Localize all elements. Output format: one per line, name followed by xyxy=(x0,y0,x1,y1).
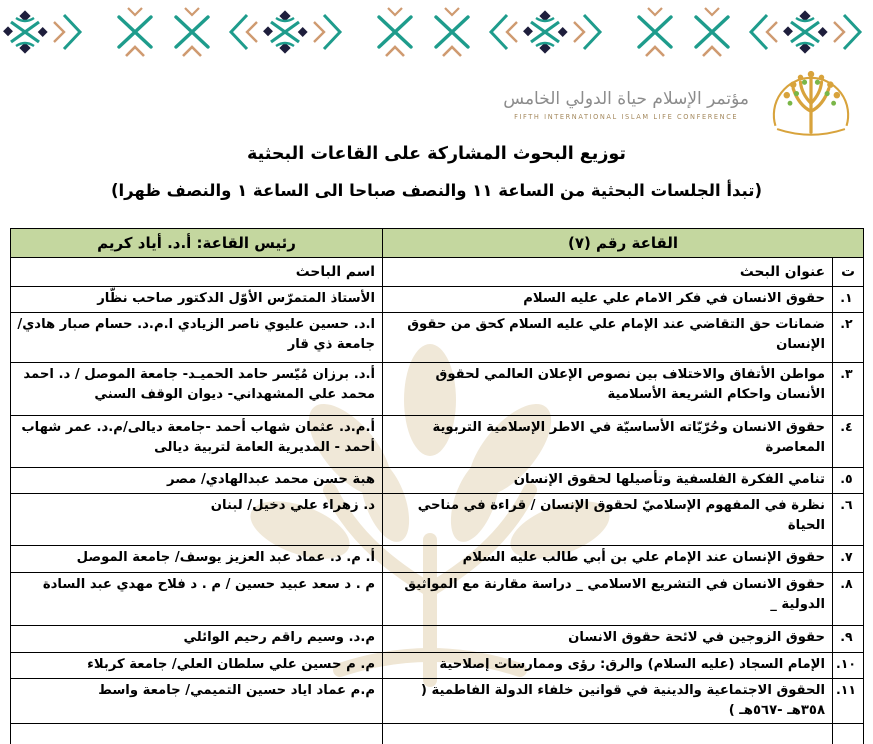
researcher-name: ا.د. حسين عليوي ناصر الزيادي ا.م.د. حسام صبار هادي/ جامعة ذي قار xyxy=(11,313,383,363)
column-header-row xyxy=(11,258,864,287)
row-number: ١٠. xyxy=(833,653,864,679)
table-row xyxy=(11,546,864,573)
researcher-name: د. زهراء علي دخيل/ لبنان xyxy=(11,494,383,546)
row-number: ١١. xyxy=(833,679,864,724)
researcher-name: أ.م.د. عثمان شهاب أحمد -جامعة ديالى/م.د. عمر شهاب أحمد - المديرية العامة لتربية ديالى xyxy=(11,416,383,468)
table-row xyxy=(11,626,864,653)
row-number: ٩. xyxy=(833,626,864,653)
logo-arabic-title: مؤتمر الإسلام حياة الدولي الخامس xyxy=(503,89,749,110)
conference-logo-block xyxy=(503,58,867,142)
table-header-row xyxy=(11,229,864,258)
paper-title: نظرة في المفهوم الإسلاميّ لحقوق الإنسان / قراءة في مناحي الحياة xyxy=(383,494,833,546)
logo-text xyxy=(503,79,749,120)
paper-title: حقوق الإنسان عند الإمام علي بن أبي طالب عليه السلام xyxy=(383,546,833,573)
column-title: عنوان البحث xyxy=(383,258,833,287)
logo-english-title: FIFTH INTERNATIONAL ISLAM LIFE CONFERENCE xyxy=(514,112,739,121)
paper-title: حقوق الانسان في التشريع الاسلامي _ دراسة مقارنة مع المواثيق الدولية _ xyxy=(383,573,833,626)
page-subtitle: (تبدأ الجلسات البحثية من الساعة ١١ والنصف صباحا الى الساعة ١ والنصف ظهرا) xyxy=(110,181,763,200)
table-row xyxy=(11,573,864,626)
researcher-name: م . د سعد عبيد حسين / م . د فلاح مهدي عبد السادة xyxy=(11,573,383,626)
table-row xyxy=(11,313,864,363)
row-number: ٦. xyxy=(833,494,864,546)
researcher-name: هبة حسن محمد عبدالهادي/ مصر xyxy=(11,468,383,494)
row-number: ٧. xyxy=(833,546,864,573)
paper-title: تنامي الفكرة الفلسفية وتأصيلها لحقوق الإنسان xyxy=(383,468,833,494)
islamic-border-pattern xyxy=(0,6,873,60)
table-row xyxy=(11,494,864,546)
table-row xyxy=(11,287,864,313)
researcher-name: أ. م. د. عماد عبد العزيز يوسف/ جامعة الموصل xyxy=(11,546,383,573)
page-title: توزيع البحوث المشاركة على القاعات البحثية xyxy=(247,144,626,164)
paper-title: ضمانات حق التقاضي عند الإمام علي عليه السلام كحق من حقوق الإنسان xyxy=(383,313,833,363)
column-num: ت xyxy=(833,258,864,287)
table-row xyxy=(11,723,864,744)
researcher-name: م.د. وسيم راقم رحيم الوائلي xyxy=(11,626,383,653)
row-number: ٨. xyxy=(833,573,864,626)
researcher-name xyxy=(11,723,383,744)
row-number: ٤. xyxy=(833,416,864,468)
row-number: ٥. xyxy=(833,468,864,494)
row-number xyxy=(833,723,864,744)
paper-title: الإمام السجاد (عليه السلام) والرق: رؤى وممارسات إصلاحية xyxy=(383,653,833,679)
table-row xyxy=(11,679,864,724)
row-number: ١. xyxy=(833,287,864,313)
researcher-name: الأستاذ المتمرّس الأوّل الدكتور صاحب نظّار xyxy=(11,287,383,313)
table-row xyxy=(11,363,864,416)
hall-number-header: القاعة رقم (٧) xyxy=(383,229,864,258)
paper-title: مواطن الأتفاق والاختلاف بين نصوص الإعلان العالمي لحقوق الأنسان واحكام الشريعة الأسلامية xyxy=(383,363,833,416)
table-row xyxy=(11,653,864,679)
papers-table xyxy=(10,228,864,744)
table-row xyxy=(11,416,864,468)
column-researcher: اسم الباحث xyxy=(11,258,383,287)
paper-title: حقوق الانسان في فكر الامام علي عليه السلام xyxy=(383,287,833,313)
paper-title: حقوق الانسان وحُرّيّاته الأساسيّة في الاطر الإسلامية التربوية المعاصرة xyxy=(383,416,833,468)
hall-chair-header: رئيس القاعة: أ.د. أياد كريم xyxy=(11,229,383,258)
row-number: ٢. xyxy=(833,313,864,363)
paper-title: الحقوق الاجتماعية والدينية في قوانين خلفاء الدولة الفاطمية ( ٣٥٨هـ -٥٦٧هـ ) xyxy=(383,679,833,724)
paper-title xyxy=(383,723,833,744)
paper-title: حقوق الزوجين في لائحة حقوق الانسان xyxy=(383,626,833,653)
row-number: ٣. xyxy=(833,363,864,416)
researcher-name: م. م حسين علي سلطان العلي/ جامعة كربلاء xyxy=(11,653,383,679)
table-row xyxy=(11,468,864,494)
researcher-name: أ.د. برزان مُيّسر حامد الحميـد- جامعة الموصل / د. احمد محمد علي المشهداني- ديوان الوقف السني xyxy=(11,363,383,416)
researcher-name: م.م عماد اياد حسين التميمي/ جامعة واسط xyxy=(11,679,383,724)
tree-arch-logo-icon xyxy=(755,58,867,142)
